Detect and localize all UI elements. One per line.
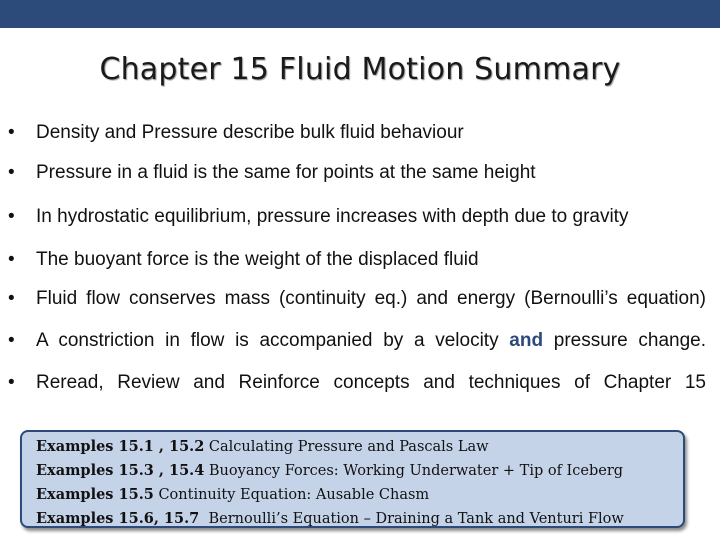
bullet-text: Pressure in a fluid is the same for points at the same height [36, 162, 536, 183]
bullet-text: In hydrostatic equilibrium, pressure increases with depth due to gravity [36, 206, 629, 227]
bullet-hydrostatic [6, 206, 706, 228]
header-bar [0, 0, 720, 28]
bullet-marker: • [8, 288, 15, 309]
bullet-text: Density and Pressure describe bulk fluid behaviour [36, 122, 464, 143]
bullet-marker: • [8, 206, 15, 227]
example-ref: Examples 15.5 [36, 486, 154, 503]
bullet-buoyant-force [6, 249, 706, 271]
example-ref: Examples 15.6, 15.7 [36, 510, 200, 527]
bullet-marker: • [8, 372, 15, 393]
bullet-text-continued: pressure change. [553, 330, 706, 351]
bullet-density-pressure [6, 122, 706, 144]
bullet-constriction [6, 330, 706, 352]
bullet-reread [6, 372, 706, 394]
example-desc: Bernoulli’s Equation – Draining a Tank and Venturi Flow [199, 511, 624, 527]
example-desc: Calculating Pressure and Pascals Law [208, 439, 489, 455]
example-row [36, 483, 683, 507]
bullet-marker: • [8, 122, 15, 143]
bullet-marker: • [8, 249, 15, 270]
highlight-and: and [509, 330, 544, 351]
example-ref: Examples 15.3 , 15.4 [36, 462, 205, 479]
bullet-text: Fluid flow conserves mass (continuity eq.) and energy (Bernoulli’s equation) [36, 288, 706, 309]
slide-title: Chapter 15 Fluid Motion Summary [99, 52, 621, 87]
bullet-text: Reread, Review and Reinforce concepts and techniques of Chapter 15 [36, 372, 706, 393]
bullet-marker: • [8, 162, 15, 183]
bullet-pressure-height [6, 162, 706, 184]
example-row [36, 507, 683, 531]
bullet-text: The buoyant force is the weight of the displaced fluid [36, 249, 479, 270]
bullet-text: A constriction in flow is accompanied by a velocity [36, 330, 499, 351]
example-ref: Examples 15.1 , 15.2 [36, 438, 205, 455]
bullet-marker: • [8, 330, 15, 351]
example-desc: Buoyancy Forces: Working Underwater + Tip of Iceberg [208, 463, 624, 479]
example-desc: Continuity Equation: Ausable Chasm [158, 487, 430, 503]
example-row [36, 435, 683, 459]
bullet-fluid-flow [6, 288, 706, 310]
examples-box [20, 430, 685, 528]
example-row [36, 459, 683, 483]
